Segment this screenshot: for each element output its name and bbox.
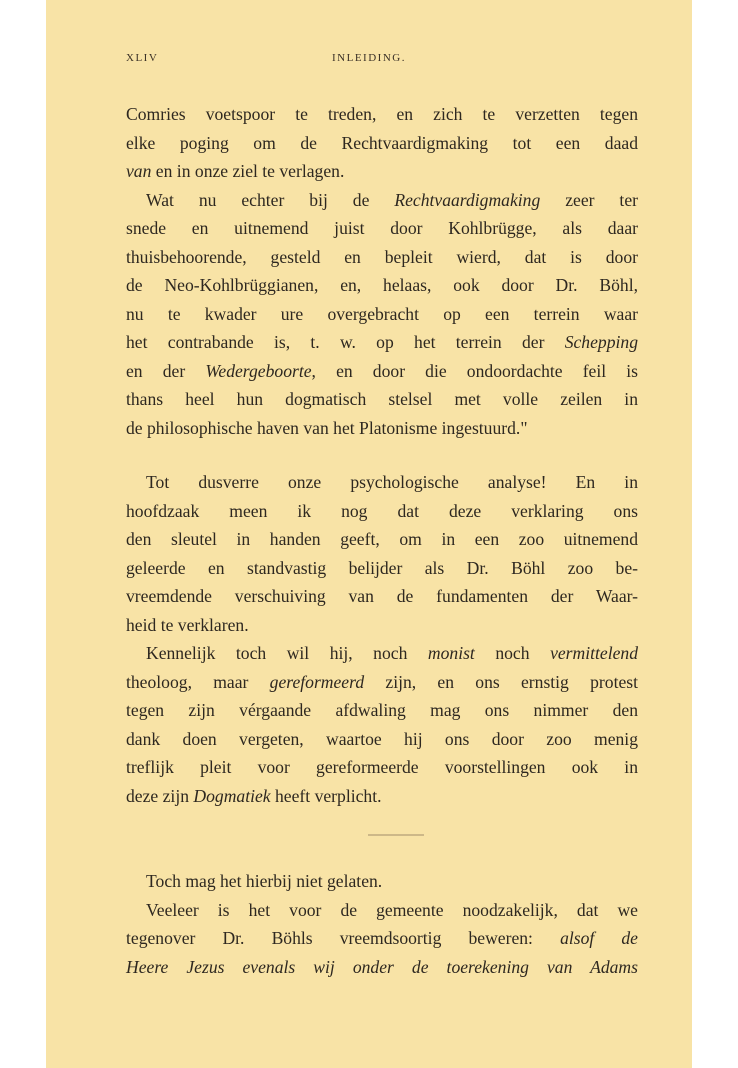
text-line bbox=[126, 525, 638, 554]
book-page bbox=[46, 0, 692, 1068]
text-segment: vreemdende verschuiving van de fundamenten der Waar- bbox=[126, 586, 638, 606]
text-segment: en in onze ziel te verlagen. bbox=[151, 161, 345, 181]
text-segment: Toch mag het hierbij niet gelaten. bbox=[146, 871, 383, 891]
text-segment: Wat nu echter bij de bbox=[146, 189, 395, 210]
text-line bbox=[126, 100, 638, 129]
italic-text: Rechtvaardigmaking bbox=[394, 189, 541, 210]
italic-text: alsof de bbox=[560, 928, 638, 948]
italic-text: gereformeerd bbox=[269, 671, 365, 692]
text-line bbox=[126, 611, 638, 640]
text-segment: den sleutel in handen geeft, om in een zoo uitnemend bbox=[126, 529, 638, 549]
text-segment: geleerde en standvastig belijder als Dr. Böhl zoo be- bbox=[126, 557, 638, 578]
text-line bbox=[126, 157, 638, 186]
text-segment: zijn, en ons ernstig protest bbox=[364, 671, 638, 692]
text-line bbox=[126, 639, 638, 668]
text-line bbox=[126, 357, 638, 386]
text-line bbox=[126, 214, 638, 243]
text-segment: het contrabande is, t. w. op het terrein der bbox=[126, 332, 565, 352]
text-segment: theoloog, maar bbox=[126, 671, 270, 692]
text-segment: treflijk pleit voor gereformeerde voorstellingen ook in bbox=[126, 757, 638, 777]
text-segment: deze zijn bbox=[126, 785, 194, 806]
paragraph-block-2 bbox=[126, 468, 638, 810]
text-segment: heid te verklaren. bbox=[126, 614, 249, 635]
text-line bbox=[126, 782, 638, 811]
italic-text: Dogmatiek bbox=[193, 785, 271, 806]
text-line bbox=[126, 497, 638, 526]
text-line bbox=[126, 300, 638, 329]
text-line bbox=[126, 725, 638, 754]
text-segment: noch bbox=[474, 643, 551, 663]
text-line bbox=[126, 924, 638, 953]
text-line bbox=[126, 896, 638, 925]
text-segment: dank doen vergeten, waartoe hij ons door zoo menig bbox=[126, 728, 638, 749]
text-segment: thuisbehoorende, gesteld en bepleit wierd, dat is door bbox=[126, 246, 638, 267]
italic-text: Schepping bbox=[564, 332, 638, 352]
italic-text: Heere Jezus evenals wij onder de toerekening van Adams bbox=[126, 956, 638, 977]
text-segment: en der bbox=[126, 360, 206, 381]
text-line bbox=[126, 414, 638, 443]
text-segment: Kennelijk toch wil hij, noch bbox=[146, 643, 428, 663]
paragraph-block-3 bbox=[126, 867, 638, 981]
text-segment: snede en uitnemend juist door Kohlbrügge, als daar bbox=[126, 218, 638, 238]
text-line bbox=[126, 129, 638, 158]
text-segment: Tot dusverre onze psychologische analyse! En in bbox=[146, 472, 638, 492]
running-header bbox=[46, 52, 692, 72]
text-segment: , en door die ondoordachte feil is bbox=[311, 360, 638, 381]
italic-text: monist bbox=[427, 643, 475, 663]
page-number: XLIV bbox=[126, 52, 159, 64]
text-segment: Comries voetspoor te treden, en zich te verzetten tegen bbox=[126, 104, 638, 124]
text-line bbox=[126, 186, 638, 215]
text-line bbox=[126, 328, 638, 357]
text-line bbox=[126, 953, 638, 982]
text-line bbox=[126, 554, 638, 583]
text-line bbox=[126, 867, 638, 896]
text-segment: zeer ter bbox=[540, 189, 638, 210]
text-line bbox=[126, 243, 638, 272]
text-line bbox=[126, 668, 638, 697]
text-segment: de Neo-Kohlbrüggianen, en, helaas, ook door Dr. Böhl, bbox=[126, 275, 638, 295]
text-line bbox=[126, 753, 638, 782]
text-segment: tegenover Dr. Böhls vreemdsoortig beweren: bbox=[126, 928, 561, 948]
text-line bbox=[126, 696, 638, 725]
text-line bbox=[126, 271, 638, 300]
paragraph-block-1 bbox=[126, 100, 638, 442]
italic-text: Wedergeboorte bbox=[205, 360, 312, 381]
section-divider bbox=[368, 834, 424, 836]
text-segment: heeft verplicht. bbox=[270, 785, 382, 806]
italic-text: vermittelend bbox=[550, 643, 638, 663]
text-segment: elke poging om de Rechtvaardigmaking tot een daad bbox=[126, 132, 638, 153]
text-segment: de philosophische haven van het Platonisme ingestuurd." bbox=[126, 417, 528, 438]
text-line bbox=[126, 385, 638, 414]
text-line bbox=[126, 468, 638, 497]
text-line bbox=[126, 582, 638, 611]
header-title: INLEIDING. bbox=[332, 52, 406, 64]
text-segment: tegen zijn vérgaande afdwaling mag ons nimmer den bbox=[126, 700, 638, 720]
italic-text: van bbox=[126, 161, 152, 181]
text-segment: hoofdzaak meen ik nog dat deze verklaring ons bbox=[126, 500, 638, 521]
text-segment: Veeleer is het voor de gemeente noodzakelijk, dat we bbox=[146, 899, 638, 920]
text-segment: nu te kwader ure overgebracht op een terrein waar bbox=[126, 303, 638, 324]
text-segment: thans heel hun dogmatisch stelsel met volle zeilen in bbox=[126, 389, 638, 409]
